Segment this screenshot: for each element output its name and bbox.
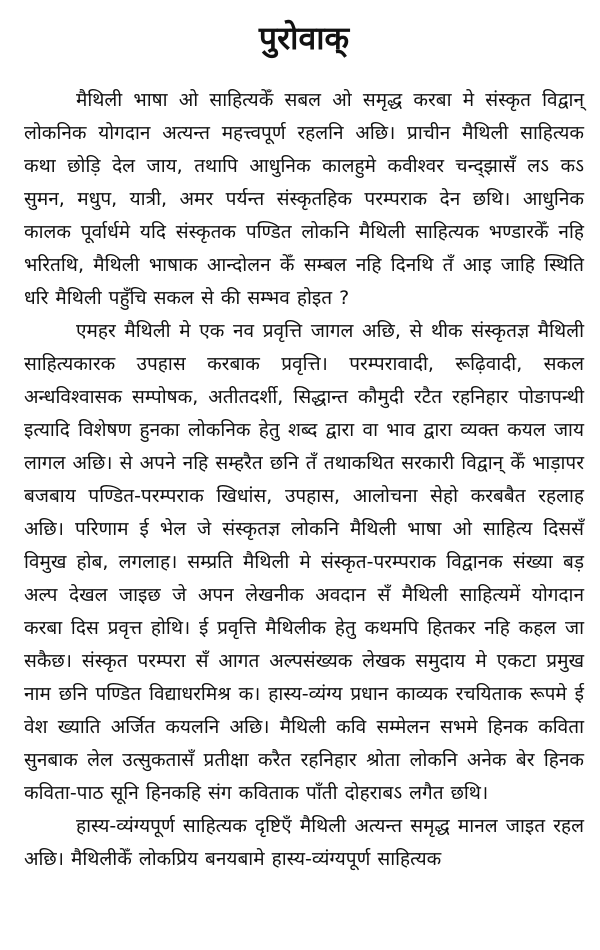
document-page bbox=[24, 12, 584, 876]
page-title: पुरोवाक् bbox=[258, 19, 350, 57]
paragraph-2: एमहर मैथिली मे एक नव प्रवृत्ति जागल अछि, से थीक संस्कृतज्ञ मैथिली साहित्यकारक उपहास करबाक प्रवृत्ति। परम्परावादी, रूढ़िवादी, सकल अन्धविश्वासक सम्पोषक, अतीतदर्शी, सिद्धान्त कौमुदी रटैत रहनिहार पोङापन्थी इत्यादि विशेषण हुनका लोकनिक हेतु शब्द द्वारा वा भाव द्वारा व्यक्त कयल जाय लागल अछि। से अपने नहि सम्हरैत छनि तँ तथाकथित सरकारी विद्वान् केँ भाड़ापर बजबाय पण्डित-परम्पराक खिधांस, उपहास, आलोचना सेहो करबबैत रहलाह अछि। परिणाम ई भेल जे संस्कृतज्ञ लोकनि मैथिली भाषा ओ साहित्य दिससँ विमुख होब, लगलाह। सम्प्रति मैथिली मे संस्कृत-परम्पराक विद्वानक संख्या बड़ अल्प देखल जाइछ जे अपन लेखनीक अवदान सँ मैथिली साहित्यमें योगदान करबा दिस प्रवृत्त होथि। ई प्रवृत्ति मैथिलीक हेतु कथमपि हितकर नहि कहल जा सकैछ। संस्कृत परम्परा सँ आगत अल्पसंख्यक लेखक समुदाय मे एकटा प्रमुख नाम छनि पण्डित विद्याधरमिश्र क। हास्य-व्यंग्य प्रधान काव्यक रचयिताक रूपमे ई वेश ख्याति अर्जित कयलनि अछि। मैथिली कवि सम्मेलन सभमे हिनक कविता सुनबाक लेल उत्सुकतासँ प्रतीक्षा करैत रहनिहार श्रोता लोकनि अनेक बेर हिनक कविता-पाठ सूनि हिनकहि संग कविताक पाँती दोहराबऽ लगैत छथि। bbox=[24, 320, 584, 804]
paragraph-3: हास्य-व्यंग्यपूर्ण साहित्यक दृष्टिएँ मैथिली अत्यन्त समृद्ध मानल जाइत रहल अछि। मैथिलीकेँ लोकप्रिय बनयबामे हास्य-व्यंग्यपूर्ण साहित्यक bbox=[24, 815, 584, 870]
paragraph-1: मैथिली भाषा ओ साहित्यकेँ सबल ओ समृद्ध करबा मे संस्कृत विद्वान् लोकनिक योगदान अत्यन्त महत्त्वपूर्ण रहलनि अछि। प्राचीन मैथिली साहित्यक कथा छोड़ि देल जाय, तथापि आधुनिक कालहुमे कवीश्वर चन्द्झासँ लऽ कऽ सुमन, मधुप, यात्री, अमर पर्यन्त संस्कृतहिक परम्पराक देन छथि। आधुनिक कालक पूर्वार्धमे यदि संस्कृतक पण्डित लोकनि मैथिली साहित्यक भण्डारकेँ नहि भरितथि, मैथिली भाषाक आन्दोलन केँ सम्बल नहि दिनथि तँ आइ जाहि स्थिति धरि मैथिली पहुँचि सकल से की सम्भव होइत ? bbox=[24, 89, 584, 309]
